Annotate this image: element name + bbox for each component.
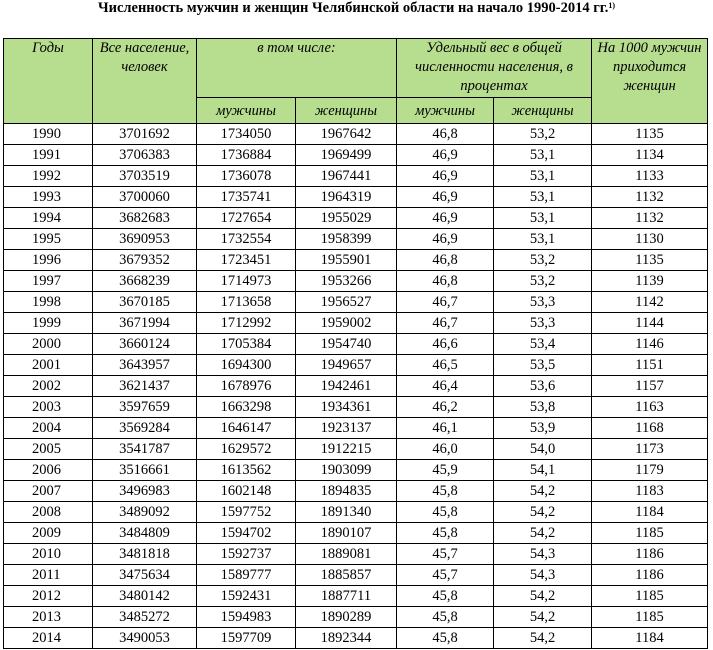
cell-per1000: 1186 [592,544,708,565]
cell-women-pct: 54,3 [494,544,592,565]
cell-women: 1959002 [296,313,397,334]
table-row [4,145,708,166]
cell-women-pct: 54,2 [494,586,592,607]
table-row [4,229,708,250]
cell-year: 2009 [4,523,93,544]
cell-men: 1705384 [197,334,296,355]
cell-per1000: 1142 [592,292,708,313]
cell-women: 1969499 [296,145,397,166]
cell-men: 1678976 [197,376,296,397]
cell-per1000: 1185 [592,523,708,544]
table-row [4,418,708,439]
table-row [4,250,708,271]
cell-total: 3484809 [93,523,197,544]
cell-women-pct: 54,2 [494,502,592,523]
cell-year: 2014 [4,628,93,649]
cell-men-pct: 46,7 [397,292,494,313]
cell-total: 3679352 [93,250,197,271]
cell-per1000: 1139 [592,271,708,292]
header-years: Годы [4,39,93,124]
cell-per1000: 1173 [592,439,708,460]
cell-men-pct: 45,8 [397,607,494,628]
cell-women-pct: 53,1 [494,208,592,229]
table-row [4,313,708,334]
cell-men-pct: 45,7 [397,544,494,565]
table-row [4,271,708,292]
cell-men-pct: 45,8 [397,628,494,649]
cell-men-pct: 45,8 [397,586,494,607]
cell-year: 2006 [4,460,93,481]
cell-women: 1892344 [296,628,397,649]
cell-men-pct: 46,9 [397,166,494,187]
cell-per1000: 1184 [592,628,708,649]
cell-men-pct: 46,7 [397,313,494,334]
cell-men: 1597709 [197,628,296,649]
cell-women-pct: 53,3 [494,292,592,313]
table-row [4,607,708,628]
cell-total: 3489092 [93,502,197,523]
cell-per1000: 1146 [592,334,708,355]
cell-men-pct: 46,9 [397,229,494,250]
cell-total: 3643957 [93,355,197,376]
cell-men-pct: 46,1 [397,418,494,439]
cell-year: 2004 [4,418,93,439]
table-row [4,124,708,145]
cell-men-pct: 46,9 [397,145,494,166]
cell-total: 3490053 [93,628,197,649]
header-per1000: На 1000 мужчин приходится женщин [592,39,708,124]
cell-women: 1885857 [296,565,397,586]
cell-year: 2007 [4,481,93,502]
cell-men-pct: 45,8 [397,481,494,502]
cell-total: 3700060 [93,187,197,208]
cell-women: 1949657 [296,355,397,376]
cell-women: 1889081 [296,544,397,565]
cell-men-pct: 46,9 [397,208,494,229]
cell-year: 1998 [4,292,93,313]
cell-men-pct: 46,6 [397,334,494,355]
cell-men-pct: 46,8 [397,271,494,292]
cell-women: 1955029 [296,208,397,229]
header-men-pct: мужчины [397,98,494,124]
cell-year: 2003 [4,397,93,418]
cell-per1000: 1135 [592,124,708,145]
cell-year: 1999 [4,313,93,334]
cell-men-pct: 45,8 [397,523,494,544]
cell-women-pct: 53,2 [494,250,592,271]
cell-men-pct: 46,4 [397,376,494,397]
cell-per1000: 1144 [592,313,708,334]
cell-year: 2000 [4,334,93,355]
cell-total: 3481818 [93,544,197,565]
cell-total: 3541787 [93,439,197,460]
cell-women: 1967642 [296,124,397,145]
cell-women-pct: 53,1 [494,229,592,250]
cell-women-pct: 53,5 [494,355,592,376]
cell-per1000: 1163 [592,397,708,418]
cell-total: 3516661 [93,460,197,481]
cell-men: 1712992 [197,313,296,334]
cell-men: 1723451 [197,250,296,271]
cell-women: 1953266 [296,271,397,292]
table-row [4,166,708,187]
cell-women: 1912215 [296,439,397,460]
cell-women-pct: 53,2 [494,124,592,145]
table-row [4,523,708,544]
cell-women: 1958399 [296,229,397,250]
cell-women-pct: 54,2 [494,523,592,544]
cell-total: 3621437 [93,376,197,397]
table-row [4,481,708,502]
cell-men-pct: 45,7 [397,565,494,586]
cell-year: 2010 [4,544,93,565]
header-women-pct: женщины [494,98,592,124]
cell-total: 3671994 [93,313,197,334]
cell-women: 1934361 [296,397,397,418]
cell-women: 1964319 [296,187,397,208]
cell-women-pct: 53,1 [494,187,592,208]
cell-total: 3670185 [93,292,197,313]
cell-men-pct: 46,9 [397,187,494,208]
cell-women-pct: 53,9 [494,418,592,439]
cell-men: 1727654 [197,208,296,229]
cell-women-pct: 53,2 [494,271,592,292]
cell-men: 1629572 [197,439,296,460]
title-footnote: 1) [608,1,616,10]
cell-women-pct: 54,2 [494,481,592,502]
cell-per1000: 1132 [592,187,708,208]
cell-men: 1694300 [197,355,296,376]
cell-men-pct: 46,0 [397,439,494,460]
cell-total: 3475634 [93,565,197,586]
cell-men-pct: 46,2 [397,397,494,418]
cell-men: 1589777 [197,565,296,586]
table-row [4,502,708,523]
header-men: мужчины [197,98,296,124]
table-row [4,628,708,649]
cell-year: 1994 [4,208,93,229]
cell-year: 1995 [4,229,93,250]
cell-year: 2005 [4,439,93,460]
cell-women: 1887711 [296,586,397,607]
cell-men: 1594702 [197,523,296,544]
cell-women-pct: 54,3 [494,565,592,586]
cell-total: 3701692 [93,124,197,145]
table-row [4,397,708,418]
title-text: Численность мужчин и женщин Челябинской области на начало 1990-2014 гг. [97,0,609,16]
cell-women-pct: 53,1 [494,145,592,166]
table-row [4,439,708,460]
cell-total: 3597659 [93,397,197,418]
cell-per1000: 1184 [592,502,708,523]
cell-per1000: 1151 [592,355,708,376]
cell-per1000: 1186 [592,565,708,586]
cell-women: 1942461 [296,376,397,397]
cell-per1000: 1179 [592,460,708,481]
cell-year: 2012 [4,586,93,607]
cell-men: 1602148 [197,481,296,502]
cell-men: 1646147 [197,418,296,439]
table-row [4,376,708,397]
cell-women: 1967441 [296,166,397,187]
cell-year: 2013 [4,607,93,628]
cell-men: 1736078 [197,166,296,187]
cell-women-pct: 54,0 [494,439,592,460]
cell-women: 1890289 [296,607,397,628]
cell-total: 3690953 [93,229,197,250]
cell-men: 1594983 [197,607,296,628]
cell-total: 3496983 [93,481,197,502]
cell-men: 1734050 [197,124,296,145]
cell-women-pct: 54,2 [494,628,592,649]
cell-men: 1735741 [197,187,296,208]
cell-per1000: 1130 [592,229,708,250]
cell-men-pct: 45,9 [397,460,494,481]
cell-total: 3703519 [93,166,197,187]
cell-per1000: 1134 [592,145,708,166]
cell-men: 1732554 [197,229,296,250]
header-including: в том числе: [197,39,397,98]
cell-year: 2002 [4,376,93,397]
cell-women-pct: 53,6 [494,376,592,397]
cell-per1000: 1132 [592,208,708,229]
cell-year: 2008 [4,502,93,523]
header-share: Удельный вес в общей численности населения, в процентах [397,39,592,98]
cell-women: 1890107 [296,523,397,544]
cell-total: 3660124 [93,334,197,355]
cell-year: 1997 [4,271,93,292]
cell-year: 1996 [4,250,93,271]
cell-year: 1990 [4,124,93,145]
cell-women: 1956527 [296,292,397,313]
cell-year: 2011 [4,565,93,586]
cell-men-pct: 46,8 [397,124,494,145]
cell-year: 1992 [4,166,93,187]
cell-women-pct: 53,4 [494,334,592,355]
cell-per1000: 1185 [592,607,708,628]
cell-men: 1613562 [197,460,296,481]
header-women: женщины [296,98,397,124]
cell-men-pct: 46,5 [397,355,494,376]
cell-men: 1714973 [197,271,296,292]
cell-total: 3706383 [93,145,197,166]
cell-per1000: 1185 [592,586,708,607]
table-row [4,208,708,229]
cell-women-pct: 53,1 [494,166,592,187]
cell-total: 3668239 [93,271,197,292]
cell-men: 1736884 [197,145,296,166]
table-row [4,586,708,607]
cell-women-pct: 53,3 [494,313,592,334]
table-body [4,124,708,649]
cell-per1000: 1135 [592,250,708,271]
population-table [3,38,708,649]
cell-men: 1663298 [197,397,296,418]
cell-women: 1891340 [296,502,397,523]
cell-women: 1954740 [296,334,397,355]
table-row [4,355,708,376]
cell-total: 3480142 [93,586,197,607]
table-title [0,0,713,26]
cell-men: 1597752 [197,502,296,523]
cell-total: 3569284 [93,418,197,439]
cell-total: 3485272 [93,607,197,628]
cell-women: 1955901 [296,250,397,271]
cell-women-pct: 54,2 [494,607,592,628]
cell-men-pct: 46,8 [397,250,494,271]
table-row [4,187,708,208]
table-row [4,334,708,355]
cell-men: 1592737 [197,544,296,565]
table-row [4,544,708,565]
table-row [4,460,708,481]
cell-total: 3682683 [93,208,197,229]
cell-women-pct: 53,8 [494,397,592,418]
cell-women: 1894835 [296,481,397,502]
cell-women: 1903099 [296,460,397,481]
table-row [4,565,708,586]
cell-men: 1592431 [197,586,296,607]
cell-men: 1713658 [197,292,296,313]
table-row [4,292,708,313]
cell-per1000: 1168 [592,418,708,439]
header-total: Все население, человек [93,39,197,124]
cell-men-pct: 45,8 [397,502,494,523]
cell-per1000: 1133 [592,166,708,187]
cell-year: 2001 [4,355,93,376]
cell-per1000: 1157 [592,376,708,397]
cell-year: 1991 [4,145,93,166]
cell-women: 1923137 [296,418,397,439]
cell-women-pct: 54,1 [494,460,592,481]
cell-year: 1993 [4,187,93,208]
cell-per1000: 1183 [592,481,708,502]
